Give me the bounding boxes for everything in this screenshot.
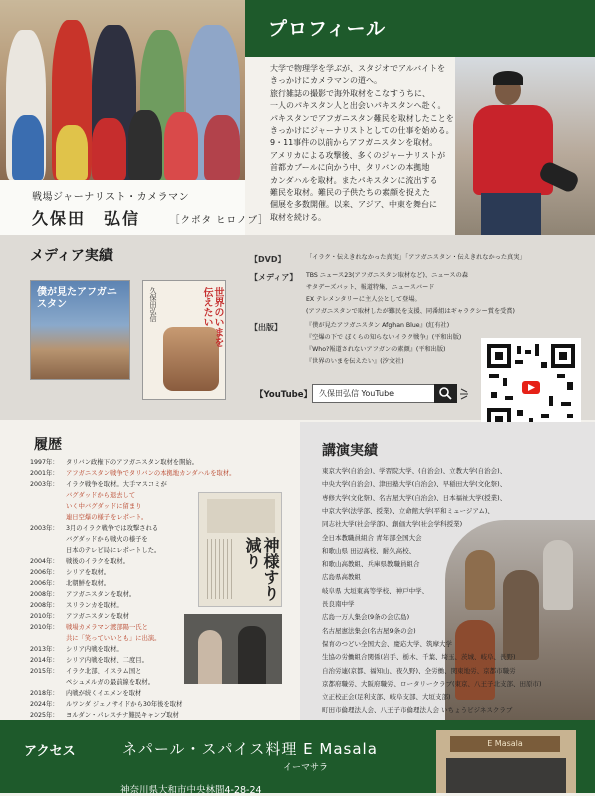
restaurant-name: ネパール・スパイス料理 E Masala [122, 740, 378, 758]
history-text: いく中バグダッドに留まり [66, 503, 142, 510]
lecture-item: 中央大学(自治会)、津田塾大学(自治会)、早稲田大学(文化祭)、 [322, 480, 507, 489]
history-year: 2013年： [30, 646, 59, 653]
history-year: 2024年： [30, 701, 59, 708]
history-row [30, 711, 179, 720]
history-text: 内戦が続くイエメンを取材 [66, 690, 142, 697]
publication-1: 『僕が見たアフガニスタン Afghan Blue』(紅有社) [306, 322, 450, 329]
history-text: シリア内戦を取材、二度目。 [66, 657, 148, 664]
publications-label: 【出版】 [250, 323, 282, 332]
history-text: ルワンダ ジェノサイドから30年後を取材 [66, 701, 183, 708]
newspaper-clipping [198, 492, 282, 607]
media-appearance-1: TBS ニュース23(アフガニスタン取材など)、ニュースの森 [306, 272, 468, 279]
history-text: アフガニスタン戦争でタリバンの本拠地カンダハルを取材。 [66, 470, 236, 477]
history-year: 2014年： [30, 657, 59, 664]
tv-show-photo [184, 614, 282, 684]
lecture-item: 長良南中学 [322, 600, 355, 608]
history-row [30, 546, 160, 555]
history-row [30, 612, 129, 621]
history-row [30, 469, 235, 478]
history-year: 2003年： [30, 525, 59, 532]
history-text: イラク戦争を取材。大手マスコミが [66, 481, 167, 488]
lecture-item: 中京大学(法学部、授業)、立命館大学(平和ミュージアム)、 [322, 506, 494, 515]
media-appearance-label: 【メディア】 [250, 273, 298, 282]
dvd-text: 「イラク・伝えきれなかった真実」「アフガニスタン・伝えきれなかった真実」 [306, 254, 526, 261]
lecture-item: 広島県高教組 [322, 573, 361, 582]
lecture-item: 保育のつどい全国大会、慶応大学、筑摩大学 [322, 639, 452, 648]
dvd-label: 【DVD】 [250, 255, 286, 264]
media-appearance-4: (アフガニスタンで取材したが難民を支援、同番組はギャラクシー賞を受賞) [306, 308, 515, 315]
history-year: 2018年： [30, 690, 59, 697]
history-text: アフガニスタンを取材。 [66, 591, 136, 598]
history-row [30, 458, 198, 467]
history-text: 連日空爆の様子をレポート。 [66, 514, 148, 521]
restaurant-kana: イーマサラ [283, 763, 329, 773]
person-name: 久保田 弘信 [32, 209, 141, 228]
cursor-click-icon [458, 386, 476, 402]
history-row [30, 579, 110, 588]
youtube-search-box[interactable]: 久保田弘信 YouTube [312, 384, 457, 403]
history-row [30, 700, 182, 709]
history-row [30, 667, 141, 676]
history-year: 2015年： [30, 668, 59, 675]
history-row [30, 634, 160, 643]
children-group-photo [0, 0, 245, 180]
history-year: 2004年： [30, 558, 59, 565]
history-year: 1997年： [30, 459, 59, 466]
storefront-photo [436, 730, 576, 793]
media-title: メディア実績 [30, 248, 113, 264]
publication-2: 『空爆の下で ぼくらの知らないイラク戦争』(平和出版) [306, 334, 462, 341]
history-year: 2010年： [30, 613, 59, 620]
book-cover-sekai [142, 280, 226, 400]
role-title: 戦場ジャーナリスト・カメラマン [32, 192, 190, 203]
lecture-item: 和歌山県 田辺高校、耐久高校、 [322, 546, 416, 555]
lecture-item: 生協の労働組合関係(岩手、栃木、千葉、埼玉、茨城、岐阜、長野) [322, 653, 516, 662]
history-text: シリア内戦を取材。 [66, 646, 123, 653]
history-text: 北朝鮮を取材。 [66, 580, 111, 587]
history-text: 日本のテレビ局にレポートした。 [66, 547, 161, 554]
lecture-item: 立正校正会(足利支部、岐阜支部、大垣支部) [322, 693, 451, 702]
history-text: ヨルダン・パレスチナ難民キャンプ取材 [66, 712, 179, 719]
history-text: シリアを取材。 [66, 569, 111, 576]
history-row [30, 502, 141, 511]
history-text: バグダッドから戦火の様子を [66, 536, 148, 543]
clipping-headline: 神様すり減り [243, 537, 280, 601]
history-text: バグダッドから退去して [66, 492, 136, 499]
lecture-item: 全日本教職員組合 青年部全国大会 [322, 533, 422, 542]
book-cover-title: 僕が見たアフガニスタン [37, 287, 117, 310]
history-row [30, 678, 154, 687]
lecture-item: 名古屋憲法集会(名古屋9条の会) [322, 626, 416, 635]
history-row [30, 480, 167, 489]
history-year: 2006年： [30, 569, 59, 576]
history-row [30, 601, 123, 610]
profile-text: 大学で物理学を学ぶが、スタジオでアルバイトを きっかけにカメラマンの道へ。 旅行雑誌の撮影で海外取材をこなすうちに、 一人のパキスタン人と出会いパキスタンへ赴く。 パキスタンでアフガニスタン難民を取材したことを きっかけにジャーナリストとしての仕事を始める。 9・11事件の以前からアフガニスタンを取材。 アメリカによる攻撃後、多くのジャーナリストが 首都カブールに向かう中、タリバンの本拠地 カンダハルを取材。またパキスタンに流出する 難民を取材。難民の子供たちの素顔を捉えた 個展を多数開催。以来、アジア、中東を舞台に 取材を続ける。 [270, 64, 454, 222]
history-text: 戦後のイラクを取材。 [66, 558, 129, 565]
publication-4: 『世界のいまを伝えたい』(汐文社) [306, 358, 404, 365]
youtube-label: 【YouTube】 [255, 390, 313, 400]
lecture-item: 専修大学(文化祭)、名古屋大学(自治会)、日本福祉大学(授業)、 [322, 493, 507, 502]
history-text: タリバン政権下のアフガニスタン取材を開始。 [66, 459, 198, 466]
history-text: 共に「笑っていいとも」に出演。 [66, 635, 161, 642]
history-title: 履歴 [34, 437, 62, 453]
lecture-item: 和歌山高教組、兵庫県教職員組合 [322, 560, 420, 569]
book-author: 久保田弘信 [149, 287, 157, 322]
photographer-photo [455, 57, 595, 235]
media-appearance-3: EX テレメンタリーに主人公として登場。 [306, 296, 421, 303]
history-text: 3月のイラク戦争では攻撃される [66, 525, 159, 532]
history-row [30, 535, 148, 544]
history-row [30, 524, 158, 533]
history-row [30, 568, 110, 577]
history-year: 2003年： [30, 481, 59, 488]
history-year: 2008年： [30, 591, 59, 598]
history-text: ペシュメルガの最前線を取材。 [66, 679, 155, 686]
history-text: スリランカを取材。 [66, 602, 123, 609]
address: 神奈川県大和市中央林間4-28-24 [120, 785, 262, 796]
media-appearance-2: サタデーズバット、報道特集、ニュースバード [306, 284, 435, 291]
history-year: 2001年： [30, 470, 59, 477]
store-sign: E Masala [450, 736, 560, 752]
lecture-item: 岐阜県 大垣東高等学校、神戸中学、 [322, 586, 429, 595]
access-label: アクセス [24, 744, 76, 759]
history-year: 2025年： [30, 712, 59, 719]
lecture-item: 東京大学(自治会)、学習院大学、(自治会)、立教大学(自治会)、 [322, 467, 507, 475]
lecture-item: 自治労連(京都、福知山、夜久野)、全労働、関東地労、京都市職労 [322, 666, 516, 675]
person-name-kana: ［クボタ ヒロノブ］ [170, 215, 269, 226]
lecture-item: 同志社大学(社会学部)、創価大学(社会学科授業) [322, 520, 463, 529]
history-year: 2008年： [30, 602, 59, 609]
history-text: 戦場カメラマン渡部陽一氏と [66, 624, 148, 631]
lecture-item: 京都府職労、大阪府職労、ロータリークラブ(東京、八王子北支部、田原市) [322, 679, 542, 688]
lecture-item: 広島一万人集会(9条の会広島) [322, 613, 410, 622]
history-row [30, 590, 135, 599]
history-row [30, 656, 148, 665]
profile-title: プロフィール [268, 18, 387, 40]
history-year: 2006年： [30, 580, 59, 587]
history-row [30, 623, 148, 632]
history-row [30, 557, 129, 566]
search-icon [434, 384, 457, 403]
history-row [30, 513, 147, 522]
history-row [30, 645, 123, 654]
history-row [30, 491, 135, 500]
qr-code-icon [487, 344, 575, 432]
history-text: イラク北部、イスラム国と [66, 668, 142, 675]
history-year: 2010年： [30, 624, 59, 631]
book-cover-afghanistan [30, 280, 130, 380]
history-row [30, 689, 141, 698]
search-button[interactable] [434, 384, 457, 403]
publication-3: 『Who?報道されないアフガンの素顔』(平和出版) [306, 346, 446, 353]
lecture-item: 町田市倫理法人会、八王子市倫理法人会 いちょうビジネスクラブ [322, 706, 513, 715]
history-text: アフガニスタンを取材 [66, 613, 129, 620]
book-cover-title: 世界のいまを伝えたい [201, 287, 223, 347]
lecture-title: 講演実績 [322, 443, 378, 459]
